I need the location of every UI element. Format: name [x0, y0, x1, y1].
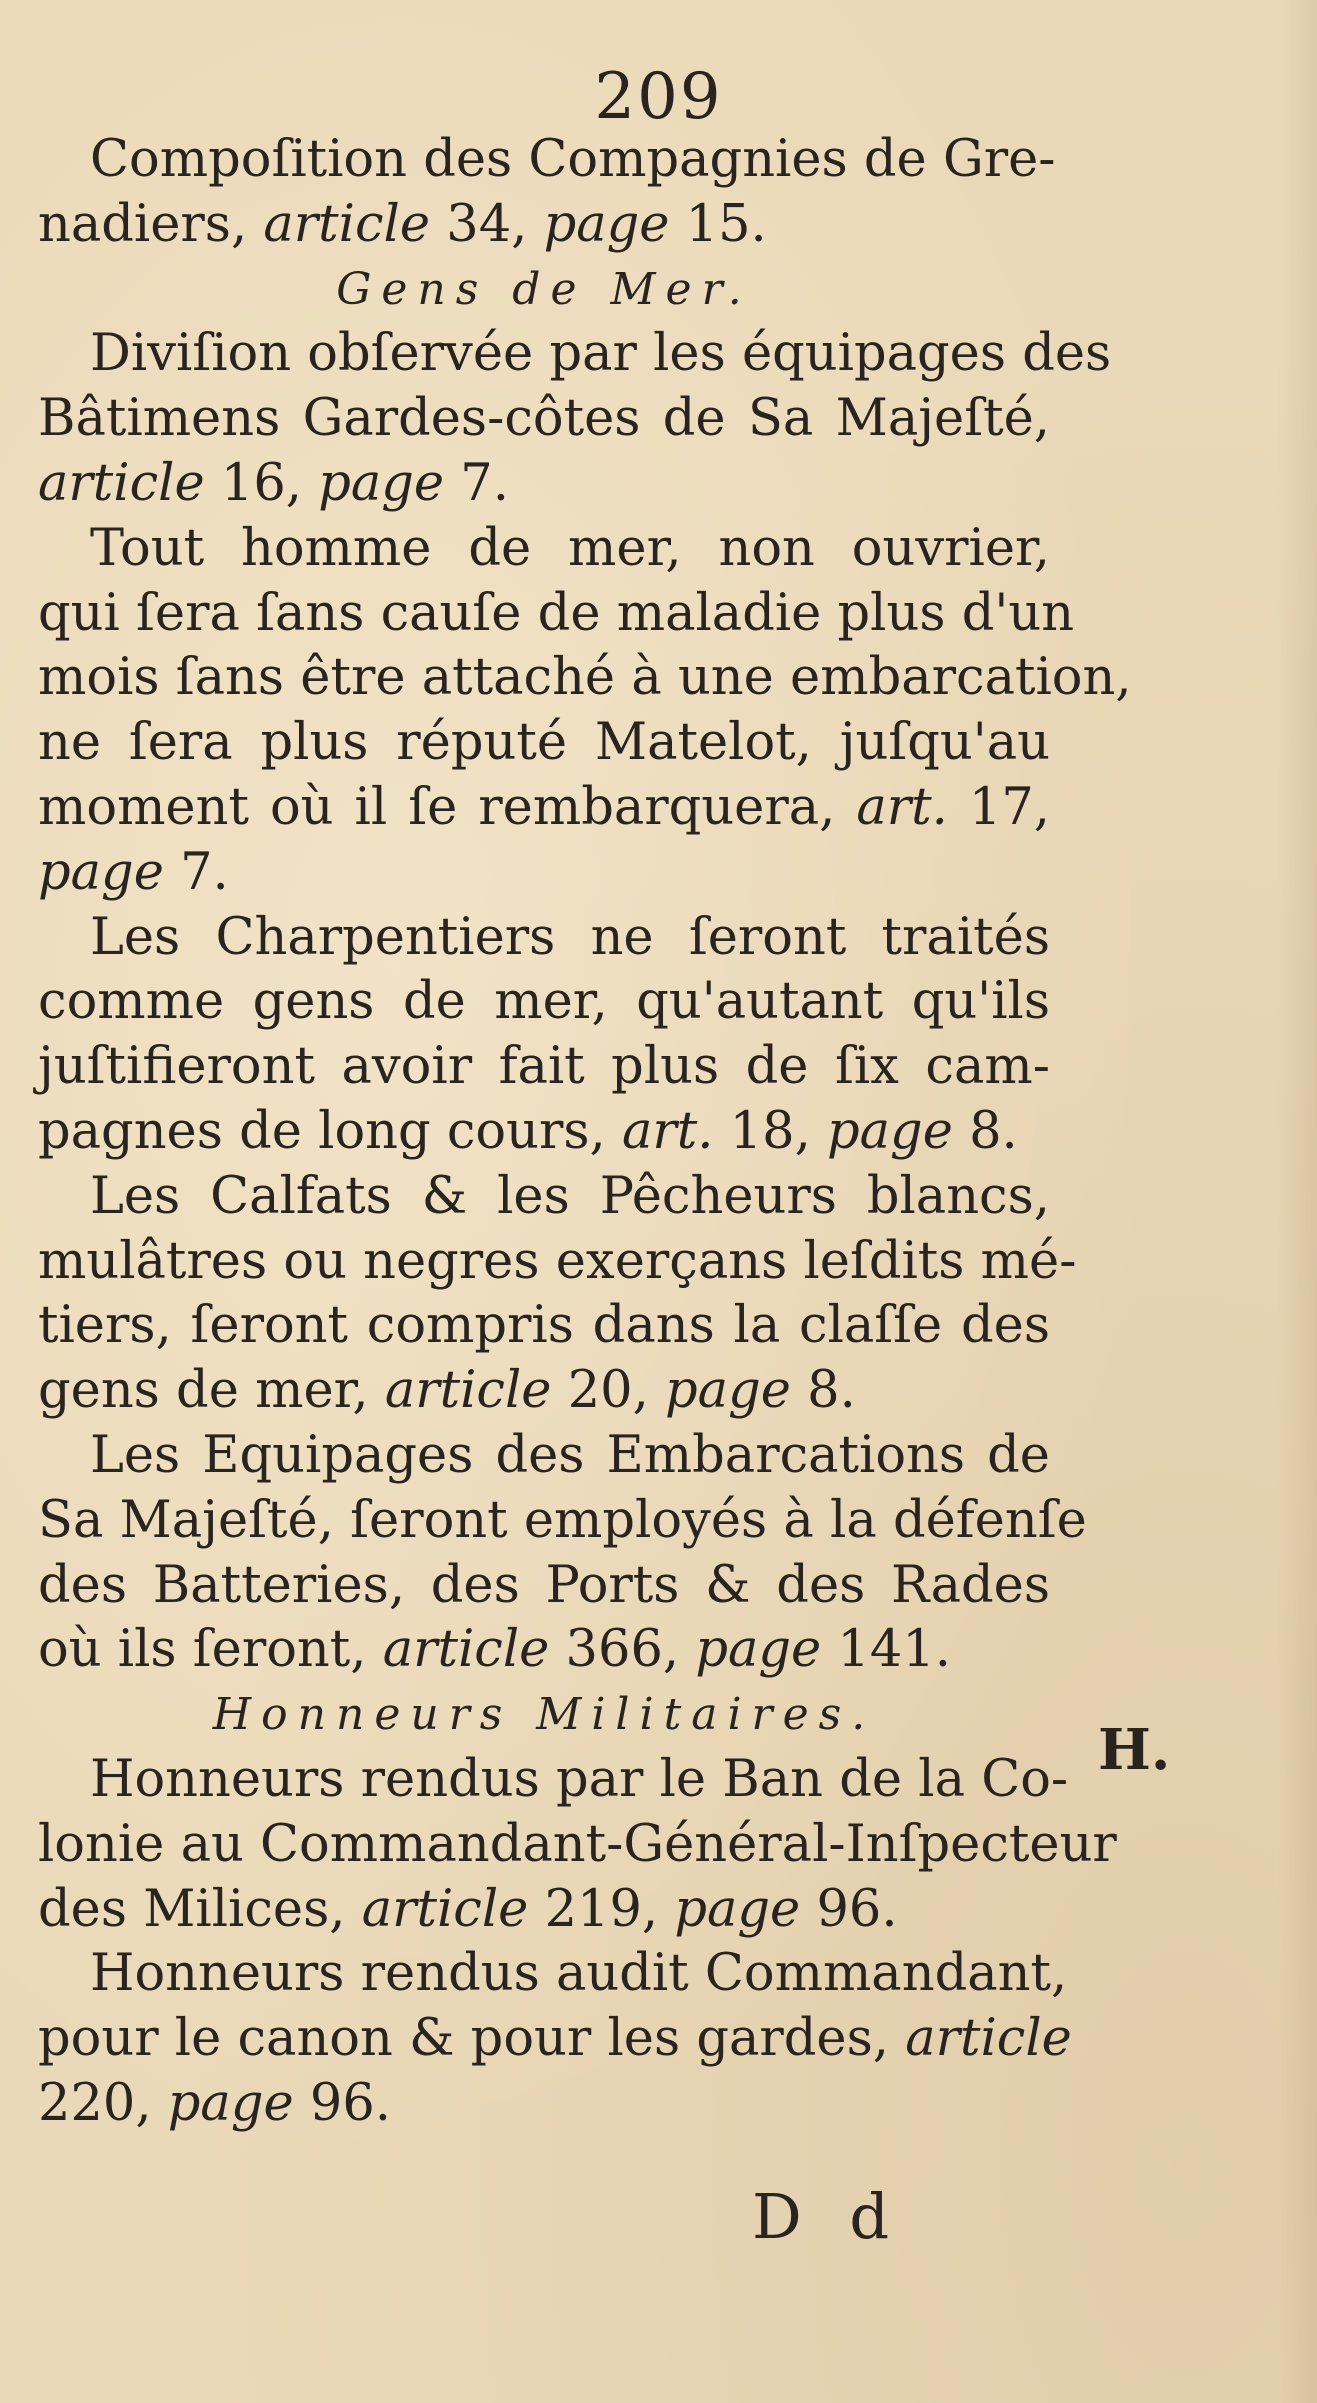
text-line — [38, 841, 1050, 906]
text-fragment: 96. — [800, 1879, 898, 1939]
text-line — [38, 452, 1050, 517]
text-line: Les Calfats & les Pêcheurs blancs, — [90, 1166, 1050, 1226]
text-line — [38, 1878, 1050, 1943]
text-line — [38, 2007, 1072, 2072]
text-fragment: 141. — [821, 1620, 951, 1680]
section-letter-marker: H. — [1098, 1717, 1171, 1783]
section-heading: Gens de Mer. — [336, 263, 752, 315]
text-fragment: 7. — [163, 842, 229, 902]
text-fragment: 17, — [947, 777, 1050, 837]
text-fragment: 366, — [549, 1620, 696, 1680]
text-fragment: moment où il ſe rembarquera, — [38, 777, 857, 837]
text-line: Tout homme de mer, non ouvrier, — [90, 518, 1050, 578]
text-fragment: nadiers, — [38, 194, 264, 254]
text-line — [38, 1100, 1050, 1165]
text-line — [38, 1618, 1050, 1683]
text-line: comme gens de mer, qu'autant qu'ils — [38, 972, 1050, 1032]
text-line: lonie au Commandant-Général-Inſpecteur — [38, 1814, 1117, 1874]
reference-term: article — [38, 453, 205, 513]
text-line: ne ſera plus réputé Matelot, juſqu'au — [38, 713, 1050, 773]
text-line — [38, 1359, 1050, 1424]
reference-term: article — [361, 1879, 529, 1939]
text-line: Honneurs rendus audit Commandant, — [90, 1944, 1068, 2004]
reference-term: page — [38, 842, 164, 902]
text-fragment: 18, — [713, 1101, 827, 1161]
page-edge-shadow — [1277, 0, 1317, 2403]
text-line: Bâtimens Gardes-côtes de Sa Majeſté, — [38, 389, 1050, 449]
reference-term: art. — [621, 1101, 714, 1161]
text-fragment: pagnes de long cours, — [38, 1101, 622, 1161]
text-line: tiers, ſeront compris dans la claſſe des — [38, 1296, 1050, 1356]
reference-term: page — [167, 2073, 294, 2133]
section-heading: Honneurs Militaires. — [212, 1689, 876, 1741]
reference-term: page — [827, 1101, 953, 1161]
text-line: juſtifieront avoir fait plus de ſix cam- — [38, 1037, 1050, 1097]
text-line: des Batteries, des Ports & des Rades — [38, 1555, 1050, 1615]
text-line: qui ſera ſans cauſe de maladie plus d'un — [38, 583, 1075, 643]
text-line: Diviſion obſervée par les équipages des — [90, 324, 1112, 384]
text-line: Compoſition des Compagnies de Gre- — [90, 130, 1056, 189]
text-fragment: 220, — [38, 2073, 168, 2133]
text-fragment: 219, — [528, 1879, 675, 1939]
text-line: mois ſans être attaché à une embarcation, — [38, 648, 1132, 708]
text-fragment: 15. — [669, 194, 767, 254]
text-line: Sa Majeſté, ſeront employés à la défenſe — [38, 1490, 1087, 1550]
text-fragment: 16, — [204, 453, 319, 513]
reference-term: art. — [856, 777, 948, 837]
text-fragment: 8. — [952, 1101, 1018, 1161]
reference-term: page — [674, 1879, 801, 1939]
page-number: 209 — [594, 60, 723, 134]
text-line — [38, 2072, 1050, 2137]
text-fragment: 34, — [430, 194, 544, 254]
reference-term: article — [905, 2009, 1072, 2069]
reference-term: page — [543, 194, 670, 254]
reference-term: page — [318, 453, 445, 513]
text-fragment: gens de mer, — [38, 1361, 385, 1421]
text-line — [38, 776, 1050, 841]
text-line — [38, 193, 1050, 258]
body-text — [38, 128, 1132, 2137]
reference-term: article — [263, 194, 431, 254]
text-fragment: pour le canon & pour les gardes, — [38, 2009, 906, 2069]
text-fragment: 7. — [444, 453, 509, 513]
text-line: Honneurs rendus par le Ban de la Co- — [90, 1749, 1069, 1809]
text-fragment: 96. — [293, 2073, 391, 2133]
text-fragment: des Milices, — [38, 1879, 362, 1939]
text-fragment: 8. — [790, 1361, 856, 1421]
reference-term: article — [382, 1620, 550, 1680]
text-fragment: où ils ſeront, — [38, 1620, 383, 1680]
reference-term: article — [384, 1361, 552, 1421]
printer-signature: D d — [752, 2180, 904, 2253]
reference-term: page — [665, 1361, 791, 1421]
text-line: mulâtres ou negres exerçans leſdits mé- — [38, 1231, 1077, 1291]
text-fragment: 20, — [551, 1361, 666, 1421]
text-line: Les Charpentiers ne ſeront traités — [90, 907, 1050, 967]
text-line: Les Equipages des Embarcations de — [90, 1425, 1050, 1485]
reference-term: page — [695, 1620, 822, 1680]
